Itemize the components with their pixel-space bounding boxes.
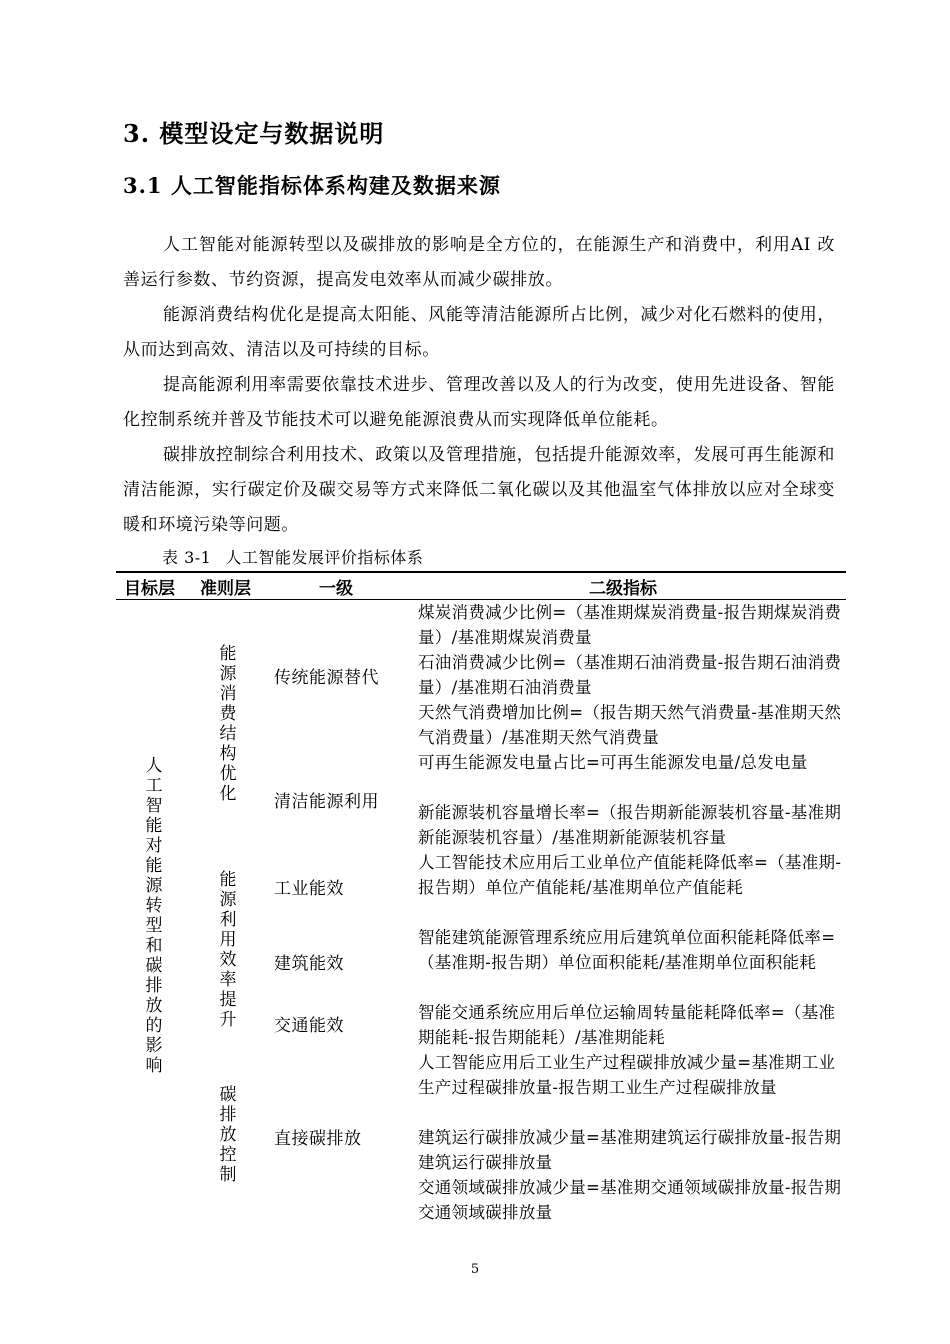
criteria-energy-efficiency: 能源利用效率提升: [219, 870, 237, 1030]
level2-gas: 天然气消费增加比例=（报告期天然气消费量-基准期天然气消费量）/基准期天然气消费量: [418, 703, 842, 747]
paragraph-3: 提高能源利用率需要依靠技术进步、管理改善以及人的行为改变，使用先进设备、智能化控制系统并普及节能技术可以避免能源浪费从而实现降低单位能耗。: [123, 375, 835, 430]
level1-direct-emission: 直接碳排放: [274, 1129, 362, 1149]
level2-building-emission: 建筑运行碳排放减少量=基准期建筑运行碳排放量-报告期建筑运行碳排放量: [418, 1128, 842, 1172]
level1-transport-efficiency: 交通能效: [274, 1016, 344, 1036]
level2-industrial-emission: 人工智能应用后工业生产过程碳排放减少量=基准期工业生产过程碳排放量-报告期工业生产过程碳排放量: [418, 1053, 836, 1097]
level1-building-efficiency: 建筑能效: [274, 954, 344, 974]
paragraph-1: 人工智能对能源转型以及碳排放的影响是全方位的，在能源生产和消费中，利用AI 改善运行参数、节约资源，提高发电效率从而减少碳排放。: [123, 235, 835, 290]
indicator-table: [116, 571, 846, 1221]
paragraph-2: 能源消费结构优化是提高太阳能、风能等清洁能源所占比例，减少对化石燃料的使用，从而达到高效、清洁以及可持续的目标。: [123, 305, 835, 360]
level1-traditional-energy: 传统能源替代: [274, 668, 379, 688]
level2-new-energy-capacity: 新能源装机容量增长率=（报告期新能源装机容量-基准期新能源装机容量）/基准期新能源装机容量: [418, 803, 842, 847]
table-caption-number: 表 3-1: [162, 548, 212, 567]
goal-layer-cell: 人工智能对能源转型和碳排放的影响: [145, 756, 163, 1076]
level2-transport-emission: 交通领域碳排放减少量=基准期交通领域碳排放量-报告期交通领域碳排放量: [418, 1178, 842, 1222]
header-level-1: 一级: [319, 579, 353, 599]
table-top-rule: [116, 571, 846, 573]
level1-industrial-efficiency: 工业能效: [274, 879, 344, 899]
level2-building-energy: 智能建筑能源管理系统应用后建筑单位面积能耗降低率=（基准期-报告期）单位面积能耗/基准期单位面积能耗: [418, 928, 836, 972]
criteria-carbon-control: 碳排放控制: [219, 1085, 237, 1185]
header-goal-layer: 目标层: [124, 579, 175, 599]
subsection-title: 3.1 人工智能指标体系构建及数据来源: [123, 173, 501, 198]
level1-clean-energy: 清洁能源利用: [274, 792, 379, 812]
header-level-2: 二级指标: [589, 579, 657, 599]
level2-transport-energy: 智能交通系统应用后单位运输周转量能耗降低率=（基准期能耗-报告期能耗）/基准期能耗: [418, 1003, 836, 1047]
table-caption-text: 人工智能发展评价指标体系: [225, 548, 424, 567]
level2-oil: 石油消费减少比例=（基准期石油消费量-报告期石油消费量）/基准期石油消费量: [418, 653, 842, 697]
paragraph-4: 碳排放控制综合利用技术、政策以及管理措施，包括提升能源效率，发展可再生能源和清洁能源，实行碳定价及碳交易等方式来降低二氧化碳以及其他温室气体排放以应对全球变暖和环境污染等问题。: [123, 445, 835, 535]
level2-industrial-energy: 人工智能技术应用后工业单位产值能耗降低率=（基准期-报告期）单位产值能耗/基准期单位产值能耗: [418, 853, 842, 897]
level2-renewable-share: 可再生能源发电量占比=可再生能源发电量/总发电量: [418, 753, 808, 772]
criteria-energy-structure: 能源消费结构优化: [219, 644, 237, 804]
level2-coal: 煤炭消费减少比例=（基准期煤炭消费量-报告期煤炭消费量）/基准期煤炭消费量: [418, 603, 842, 647]
page-number: 5: [470, 1262, 480, 1277]
header-criteria-layer: 准则层: [200, 579, 251, 599]
table-caption: [162, 545, 437, 568]
section-title: 3. 模型设定与数据说明: [123, 119, 385, 148]
